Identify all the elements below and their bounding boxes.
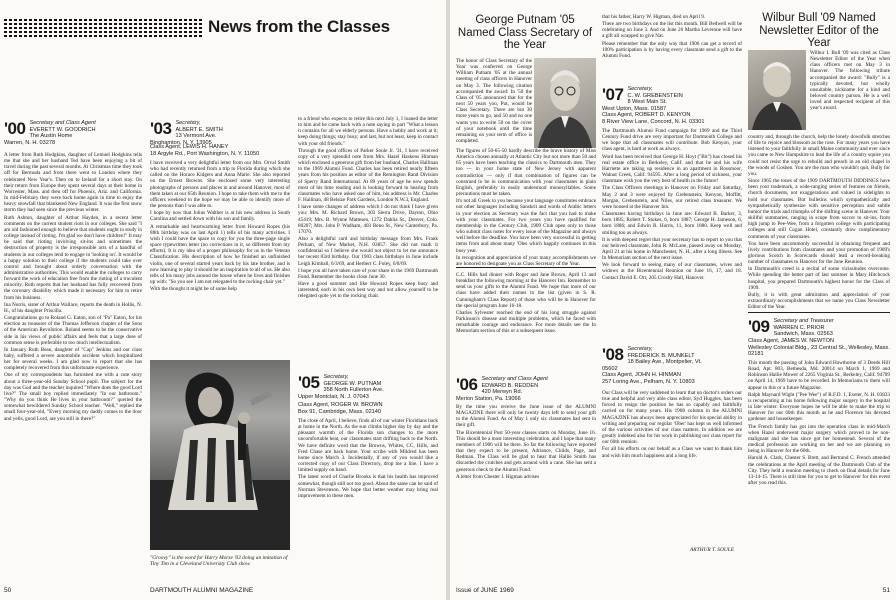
class-header-1903: '03 Secretary, ALBERT E. SMITH 13 Vermont Ave. Binghamton, N. Y. 13905 (150, 119, 223, 146)
magazine-name: DARTMOUTH ALUMNI MAGAZINE (150, 587, 254, 594)
banner-rule (4, 18, 204, 38)
page-number-right: 51 (882, 587, 890, 594)
section-title: News from the Classes (208, 17, 390, 36)
bull-intro: Wilbur I. Bull '09 was cited as Class Newsletter Editor of the Year when class officers met on May 3 in Hanover. The following tribute accompanied the award: "Bully" is a typically devoted, but wholly unsuitable, nickname for a kind and beloved country parson. He is a well loved and respected recipient of this year's award. (810, 50, 890, 112)
putnam-intro: The honor of Class Secretary of the Year was conferred on George William Putnam '05 at the annual meeting of class officers in Hanover on May 3. The following citation accompanied the award: In '50 the Class of '05 announced that for the next 50 years you, Put, would be Class Secretary. There are but 30 more years to go, and 50 and no one wants you to write 50 on the cover of your notebook until the time remaining on your term of office is completed. (456, 58, 532, 145)
column-1906-cont: that his father, Harry W. Higman, died on April 9. There are two birthdays on the list this month. Bill Bedwell will be celebrating on June 3. And on June 26 Martha Leverone will have a gift all wrapped to give Nat. Please remember that the only way that 1906 can get a record of 100% participation is by having every classmate send a gift to the Alumni Fund. (602, 14, 742, 59)
divider (456, 267, 596, 268)
bull-article-title: Wilbur Bull '09 Named Newsletter Editor of the Year (759, 12, 879, 49)
putnam-article-title: George Putnam '05 Named Class Secretary of the Year (457, 14, 593, 51)
performer-illustration (150, 360, 290, 550)
bull-portrait (748, 50, 806, 130)
class-header-1909: '09 Secretary and Treasurer WARREN C. PRIOR Sandwich, Mass. 02563 (748, 317, 834, 338)
column-1903: I have received a very delightful letter from our Mrs. Orval Smith who had recently returned from a trip to Florida during which she called on the Horace Kidgers and Anna Marie. She also reported on the Ernest Browns. She enclosed some very interesting photographs of persons and places in and around Hanover, most of them taken at our 65th Reunion. I hope to take them with me to the officers weekend in the hope we may be able to identify more of the persons than I was able to. I hope by now that Julius Walther is at his new address in South Carolina and settled down with his son and family. A remarkable and heartwarming letter from Howard Ropes (his 88th birthday was on last April 1) tells of his many activities. I wish I could have the space to copy for you the three-page single space typewritten letter (no corrections in it, so different from my efforts). It is my idea of a proper philosophy for us in the Veteran Classification. His description of how he finished an unfinished violin, one of several started years back by his late brother, and is now learning to play it should be an inspiration to all of us. He also tells of his many jobs around the house where he lives and finishes up with: "So you see I am not relegated to the rocking chair yet." With the thought it might be of some help (150, 160, 290, 293)
bull-body: country and, through the church, help the lonely downfolk stretches of life to rejoice and blossom as the rose. For many years you have listened to your faithfully in small Maine community and ever since you came to New Hampshire to lead the life of a country squire you could not resist the urge to rebuild and preach in an old chapel in the woods of Goshen. You are the man who wouldn't quit, Bully for you. Since 1965 the tones of the 1909 DARTMOUTH DIDDINGS have been your trademark, a wide-ranging series of features on friends, church documents, not exaggerations and valued in sidelights to hold our classmates. But bulletins which sympathetically and sympathetically synthesize with sensitive perception and subtle humor the trials and triumphs of the shifting scene in Hanover. Your skillful summaries, ranging in scope from soccer to sit-ins, from high jump to Pee-Wee, from a forgotten college with participating colleges and still Cogan Hotel, constantly draw complimentary comments of your classmates. You have been uncommonly successful in obtaining frequent and lively contributions from classmates and your promotion of 1909's glorious Scotch in Scorecards should lead a record-breaking number of classmates to Hanover for the June Reunion. In Dartmouth's creed is a recital of some vicissitudes overcome. While spending the better part of last summer in Mary Hitchcock hospital, you prepared Dartmouth's highest honor for the Class of 1909. Bully, it is with great admiration and appreciation of your extraordinary accomplishments that we name you Class Newsletter Editor of the Year. (748, 134, 890, 311)
divider-bull (748, 312, 890, 313)
column-1906: By the time you receive the June issue of the ALUMNI MAGAZINE there will only be twenty days left to send your gift to the Alumni Fund. As of May 1 only six classmates had sent in their gift. The Bicentennial Post 50-year classes starts on Monday, June 16. This should be a most interesting celebration, and I hope that many members of 1906 will be there. So far the following have reported that they expect to be present, Adriance, Childs, Page, and Redman. The Class will be glad to hear that Hallie Smith has discarded the crutches and gets around with a cane. She has sent a generous check to the Alumni Fund. A letter from Chester J. Higman advises (456, 404, 596, 480)
class-header-1905: '05 Secretary, GEORGE W. PUTNAM 358 North Fullerton Ave. Upper Montclair, N. J. 07043 (298, 373, 384, 400)
class-header-1906: '06 Secretary and Class Agent EDWARD B. REDDEN 420 Merwyn Rd. Merion Station, Pa. 19066 (456, 375, 548, 402)
column-1905: The close of April, I believe, finds all of our winter Floridians back at home in the North. As the sun climbs higher day by day and the pleasant warmth of the Florida sun changes to the more uncomfortable heat, our classmates start drifting back to the North. We have definite word that the Browns, Whites, CC, Hills, and Fred Chase are back home. Your scribe with Mildred has been home since March 3. Incidentally, if any of you would like a corrected copy of our Class Directory, drop me a line. I have a limited supply on hand. The latest word of Charlie Brooks is that his health has improved somewhat, though still not too good. About the same can be said of Norman Stevenson. We hope that better weather may bring real improvement to these men. (298, 418, 438, 499)
portrait-illustration (534, 58, 596, 148)
column-1906-pre: C.C. Hills had dinner with Roger and Jane Brown, April 13 and breakfast the following morning at the Hanover Inn. Remember to send us your gifts to the Alumni Fund. We hope that more of our class have added their names to the list (given in S. R. Cunningham's Class Report) of those who will be in Hanover for the special program June 16-18. Charles Sylvester reached the end of his long struggle against Parkinson's disease and multiple problems, which he faced with remarkable courage and endurance. For more details see the In Memoriam section of this or a subsequent issue. (456, 272, 596, 335)
column-1900: A letter from Ruth Hodgkins, daughter of Lemuel Hodgkins tells me that she and her husband Ted have been enjoying a bit of travel during the past several months. At Christmas time they took off for Bermuda and from there went to London where they celebrated New Year's. Then on to Ireland for a short stay. On their return from Europe they spent several days at their home in Worcester, Mass. and then off for Phoenix, Ariz. and California. In mid-February they were back home again in time to enjoy the heavy snowfall that blanketed New England. It was the first snow storm they had seen since the previous winter. Ruth Ashton, daughter of Arthur Hayden, in a recent letter comments on the current student riots in our colleges. She said "I am old fashioned enough to believe that students ought to study in college instead of rioting. I'm glad we don't have children!" It may be said that rioting involving sit-ins and sometimes the destruction of property is the irresponsible acts of a handful of students in our colleges tend to engage in 'looking on'. It would be a happy solution to their college if the students could take over control and brought about orderly conversation with the administrative authorities. This would enable the colleges to carry forward the work of education free from the rioting of a truculent minority. Ruth reports that her husband has fully recovered from the coronary disability which made it necessary for him to retire from his business. Ina Norris, sister of Arthur Wallace, reports the death in Hollis, N. H., of his daughter Priscilla. Congratulations go to Roland G. Eaton, son of "Pa" Eaton, for his election as treasurer of the Thomas Jefferson chapter of the Sons of the American Revolution. Roland seems to be the conservative side in his views of public affairs and feels that a large dose of common sense is preferable to too much intellectualism. In January Ruth Bean, daughter of "Cap" Jenkins and our class baby, suffered a severe automobile accident which hospitalized her for several weeks. I am glad now to report that she has completely recovered from this unfortunate experience. One of my correspondents has furnished me with a cute story about a three-year-old Sunday School pupil. The subject for the day was God and the teacher inquired "Where does the good Lord live?" The small boy replied immediately "In our bathroom." "Why do you think He lives in your bathroom?" queried the somewhat bewildered Sunday School teacher. "Well," replied the small four-year-old, "Every morning my daddy comes to the door and yells, good Lord, are you still in there?" (4, 152, 142, 422)
column-1908: Our Class will be very saddened to learn that on doctor's orders our true and helpful and very able class editor, Syd Huggles, has been forced to resign the position he has so capably and faithfully carried on for many years. His 1908 column in the ALUMNI MAGAZINE has always been appreciated for his special ability in writing and preparing our regular 'Ober' has kept us well informed of the various activities of our class matters. In addition we are greatly indebted also for his work in publishing our class report for our 60th reunion. For all his efforts on our behalf as a Class we want to thank him and wish him much happiness and a long life. (602, 390, 742, 459)
putnam-portrait (534, 58, 596, 148)
signature: ARTHUR T. SOULE (690, 547, 735, 553)
left-page (0, 0, 446, 600)
class-header-1907: '07 Secretary, C. W. GREBENSTEIN 8 West Main St. West Upton, Mass. 01587 (602, 85, 683, 112)
class-agent-1905: Class Agent, ROGER W. BROWN Box 91, Cambridge, Mass. 02140 (298, 402, 383, 415)
class-agent-1903: Class Agent, LEWIS H. HANEY 18 Argyle Rd., Port Washington, N. Y. 11050 (150, 144, 260, 157)
harry-morse-photo (150, 360, 290, 550)
portrait-illustration-bull (748, 50, 806, 130)
class-header-1908: '08 Secretary, FREDERICK B. MUNKELT 18 Bailey Ave., Montpelier, Vt. 05602 (602, 345, 702, 372)
right-page (450, 0, 896, 600)
column-1903-cont: to a friend who expects to retire this next July 1, I loaned the letter to him and he came back with a note saying in part "What a lesson it contains for all we elderly persons. Have a hobby and work at it; keep doing things; stay busy; and last, but not least, keep in contact with your old friends." Through the good offices of Parker Soule Jr. '31, I have received copy of a very splendid note from Mrs. Hazel Haskens Hinman which enclosed a generous gift from her husband, Charles Hallinan to the 1969 Alumni Fund. Charles has been retired nearly fifteen years from his position as editor of the Remington Rand Division of Sperry Rand International. At 89 years of age he now spends most of his time reading and is looking forward to hearing from classmates who have asked one of him, his address is Mr. Charles F. Hallinan, 48 Belsize Park Gardens, London N.W.3, England. I have some changes of address which I do not think I have given you: Mrs. M. Richard Brown, 303 Sierra Drive, Dayton, Ohio 45419; Mrs. B. Wynne Mattesen, 1272 Dahlia St., Denver, Colo. 80207; Mrs. John P. Wadham, 403 Reno St., New Canterbury, Pa. 17070. Also a delightful card and birthday message from Mrs. Frank Perham, of New Market, N.H. 03857. She did not mark it confidential so I believe she would not object to let me announce her recent 83rd birthday. Our 1903 class birthdays in June include Leigh Kimball, 6/3/69, and Herbert C. Foley, 6/8/69. I hope you all have taken care of your share in the 1969 Dartmouth Fund. Remember the books close June 30. Have a good summer and like Howard Ropes keep busy and interested, each in his own best way and not allow yourself to be relegated quite yet to the rocking chair. (298, 116, 438, 300)
column-1909: This month the passing of John Edward Hawthorne of 3 Deeds Hill Road, Apt. 803, Bethesda, Md. 20014 on March 1, 1969 and Robinson Hallie Mower of 2265 Virginia St., Berkeley, Calif. 94709 on April 14, 1969 have to be recorded. In Memoriams to them will appear in this or a future Magazine. Ralph Maynard Wight ("Pee Wee") of R.F.D. 1, Exeter, N. H. 03833 is recuperating at his home following major surgery in the hospital in late winter. Everyone hopes he will be able to make the trip to Hanover for our 60th this month as he and Florence his devoted gardener and housekeeper. The French family has got into the operation class in mid-March when Hazel underwent major surgery which proved to be non-malignant and she has since got her homestead. Several of the medical profession are working on her and we are planning on being in Hanover for the 60th. Harold A. Clark, Chester S. Brett, and Bertrand C. French attended the celebrations at the April meeting of the Dartmouth Club of the City. They held a reunion meeting to check on final details for June 13-14-15. There is still time for you to get to Hanover for this event after you read this. (748, 360, 890, 486)
class-agent-1908: Class Agent, JOHN H. HINMAN 257 Loring Ave., Pelham, N. Y. 10803 (602, 372, 695, 385)
putnam-body: The figures of 50-65-50 hardly describe the brave history of Miss America chosen annually at Atlantic City but not more than 50 and 65 years have been teaching the classics to Dartmouth men. They too — in your home state of New Jersey with apparent contradiction — only if that combination of figures can be construed to be in communication with your classmates in plain English, preferably in easily understood monosyllables. Some precautions must be taken. It's not all Greek to you because your language constitutes embrace not other languages including Sanskrit and words of Arabic letters in your election as Secretary was the fact that you had to make with your classmates. For two years you have qualified for membership in the Century Club, 1909 Club open only to those who submit class notes for every issue of the Magazine and always well before the deadline. You have been very successful in getting items from and about many 'Oles which happily continues in this busy year. In recognition and appreciation of your many accomplishments we are honored to designate you as Class Secretary of the Year. (456, 148, 596, 266)
page-number-left: 50 (4, 587, 12, 594)
class-header-1900: '00 Secretary and Class Agent EVERETT W. GOODRICH The Austin Home Warren, N. H. 03278 (4, 119, 96, 146)
class-agent-1907: Class Agent, ROBERT D. KENYON 8 River View Lane, Concord, N. H. 03301 (602, 112, 705, 125)
issue-date: Issue of JUNE 1969 (456, 587, 514, 594)
photo-caption: "Groovy" is the word for Harry Morse '03 doing an imitation of Tiny Tim in a Cleveland University Club show. (150, 555, 288, 568)
class-agent-1909: Class Agent, JAMES W. NEWTON Wellesley Colonial Bldg., 23 Central St., Wellesley, Mass. 02181 (748, 338, 890, 358)
column-1907: The Dartmouth Alumni Fund campaign for 1969 and the Third Century Fund drive are very important for Dartmouth College and we hope that all classmates will contribute. Bob Kenyon, your class agent, is hard at work as always. Word has been received that George H. Hoyt ("Bit") has closed his real estate office in Berkeley, Calif. and that he and his wife Harriette are taking up residence in an apartment in Rossmoor, Walnut Creek, Calif. 94595. After a long period of sickness, your classmate wish you the very best of health in the future! The Class Officers meetings in Hanover on Friday and Saturday, May 2 and 3 were enjoyed by Grebenstein; Kenyon, Moffitt, Morgan, Grebenstein, and Niles, our retired class treasurer. We were housed at the Hanover Inn. Classmates having birthdays in June are: Edward B. Barker, 3, born 1885; Robert T. Stokes, 6, born 1887; George H. Jameson, 6, born 1886; and Edwin R. Harris, 11, born 1880. Keep well and smiling too as always. It is with deepest regret that your secretary has to report to you that our beloved classmate, John R. McLane, passed away on Monday, April 21 at his home in Manchester, N. H., after a long illness. See In Memoriam section of the next issue. We look forward to seeing many of our classmates, wives and widows at the Bicentennial Reunion on June 16, 17, and 18. Contact David E. Orr, 205 Crosby Hall, Hanover. (602, 128, 742, 281)
